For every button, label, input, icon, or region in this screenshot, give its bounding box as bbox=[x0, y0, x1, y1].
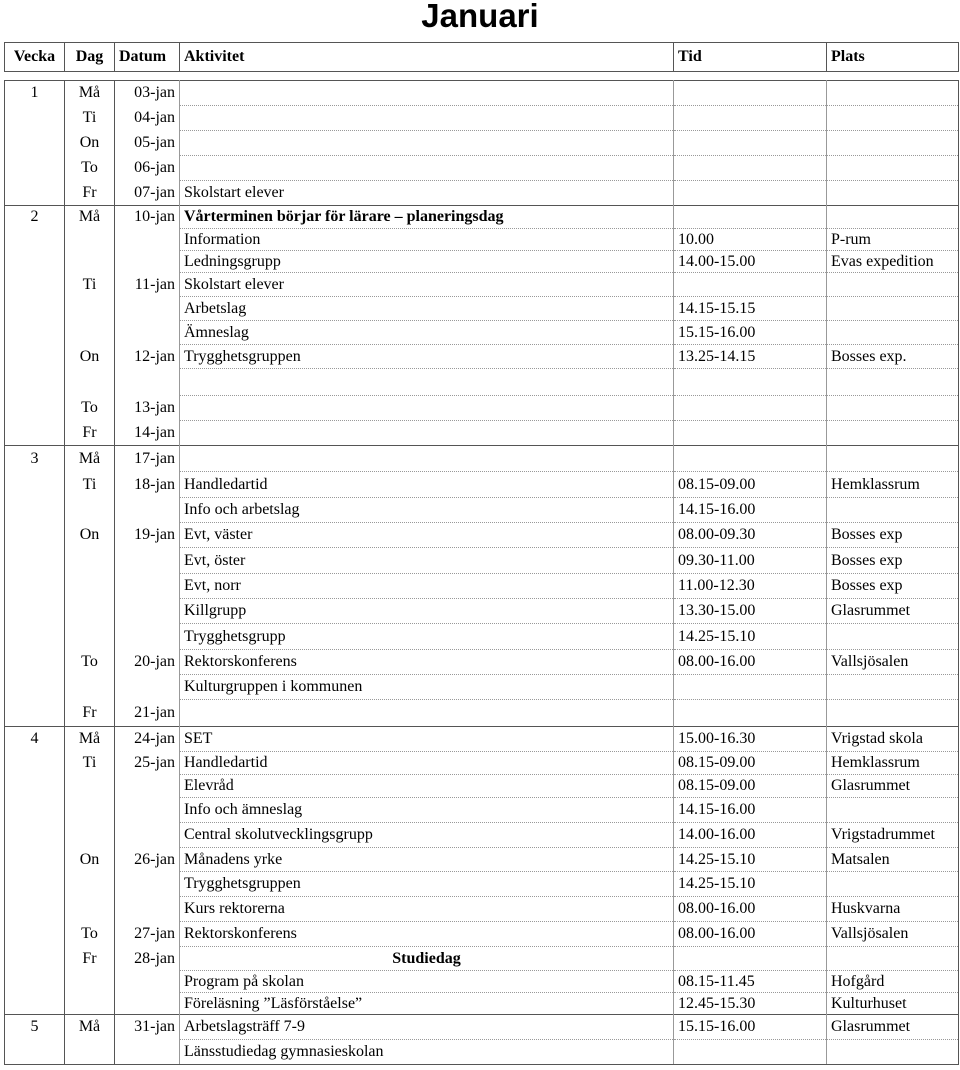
dag-cell bbox=[65, 599, 115, 624]
tid-cell: 15.15-16.00 bbox=[674, 1015, 827, 1040]
dag-cell: Må bbox=[65, 81, 115, 106]
vecka-cell: 5 bbox=[5, 1015, 65, 1040]
datum-cell: 21-jan bbox=[115, 700, 180, 727]
dag-cell: Fr bbox=[65, 421, 115, 446]
datum-cell bbox=[115, 369, 180, 396]
plats-cell bbox=[827, 297, 959, 321]
plats-cell bbox=[827, 369, 959, 396]
tid-cell: 13.25-14.15 bbox=[674, 345, 827, 369]
tid-cell bbox=[674, 947, 827, 971]
vecka-cell bbox=[5, 251, 65, 273]
plats-cell bbox=[827, 106, 959, 131]
aktivitet-cell: Evt, öster bbox=[180, 548, 674, 574]
vecka-cell bbox=[5, 106, 65, 131]
tid-cell bbox=[674, 206, 827, 229]
plats-cell: Vallsjösalen bbox=[827, 922, 959, 947]
plats-cell bbox=[827, 798, 959, 823]
tid-cell bbox=[674, 446, 827, 472]
table-row bbox=[5, 947, 959, 971]
plats-cell: Kulturhuset bbox=[827, 993, 959, 1015]
vecka-cell bbox=[5, 421, 65, 446]
table-row bbox=[5, 131, 959, 156]
dag-cell: To bbox=[65, 922, 115, 947]
vecka-cell bbox=[5, 922, 65, 947]
table-row bbox=[5, 321, 959, 345]
datum-cell: 24-jan bbox=[115, 727, 180, 752]
dag-cell: Fr bbox=[65, 700, 115, 727]
table-row bbox=[5, 1015, 959, 1040]
table-row bbox=[5, 396, 959, 421]
plats-cell bbox=[827, 321, 959, 345]
table-row bbox=[5, 156, 959, 181]
tid-cell: 08.15-11.45 bbox=[674, 971, 827, 993]
table-row bbox=[5, 775, 959, 798]
aktivitet-cell: Rektorskonferens bbox=[180, 922, 674, 947]
aktivitet-cell: Vårterminen börjar för lärare – planeringsdag bbox=[180, 206, 674, 229]
table-row bbox=[5, 650, 959, 675]
aktivitet-cell bbox=[180, 446, 674, 472]
datum-cell: 31-jan bbox=[115, 1015, 180, 1040]
header-vecka: Vecka bbox=[5, 43, 65, 72]
datum-cell: 04-jan bbox=[115, 106, 180, 131]
aktivitet-cell: Information bbox=[180, 229, 674, 251]
vecka-cell bbox=[5, 131, 65, 156]
table-row bbox=[5, 446, 959, 472]
datum-cell: 19-jan bbox=[115, 523, 180, 548]
table-row bbox=[5, 700, 959, 727]
table-row bbox=[5, 181, 959, 206]
tid-cell: 08.15-09.00 bbox=[674, 472, 827, 498]
aktivitet-cell: Evt, norr bbox=[180, 574, 674, 599]
tid-cell: 08.00-16.00 bbox=[674, 650, 827, 675]
datum-cell: 06-jan bbox=[115, 156, 180, 181]
tid-cell bbox=[674, 700, 827, 727]
dag-cell bbox=[65, 229, 115, 251]
aktivitet-cell bbox=[180, 421, 674, 446]
dag-cell bbox=[65, 971, 115, 993]
vecka-cell bbox=[5, 1040, 65, 1065]
vecka-cell bbox=[5, 297, 65, 321]
vecka-cell bbox=[5, 775, 65, 798]
table-row bbox=[5, 548, 959, 574]
plats-cell bbox=[827, 700, 959, 727]
aktivitet-cell: Handledartid bbox=[180, 472, 674, 498]
vecka-cell bbox=[5, 993, 65, 1015]
dag-cell: Må bbox=[65, 727, 115, 752]
plats-cell bbox=[827, 273, 959, 297]
plats-cell bbox=[827, 872, 959, 897]
tid-cell: 15.00-16.30 bbox=[674, 727, 827, 752]
aktivitet-cell bbox=[180, 131, 674, 156]
aktivitet-cell: Rektorskonferens bbox=[180, 650, 674, 675]
vecka-cell bbox=[5, 548, 65, 574]
aktivitet-cell bbox=[180, 369, 674, 396]
vecka-cell bbox=[5, 321, 65, 345]
dag-cell: On bbox=[65, 523, 115, 548]
aktivitet-cell bbox=[180, 156, 674, 181]
plats-cell bbox=[827, 81, 959, 106]
vecka-cell bbox=[5, 273, 65, 297]
table-row bbox=[5, 229, 959, 251]
tid-cell: 14.25-15.10 bbox=[674, 624, 827, 650]
tid-cell bbox=[674, 1040, 827, 1065]
tid-cell: 10.00 bbox=[674, 229, 827, 251]
vecka-cell: 2 bbox=[5, 206, 65, 229]
datum-cell: 07-jan bbox=[115, 181, 180, 206]
table-row bbox=[5, 727, 959, 752]
aktivitet-cell: Månadens yrke bbox=[180, 848, 674, 872]
tid-cell: 12.45-15.30 bbox=[674, 993, 827, 1015]
table-header-row bbox=[5, 43, 959, 72]
vecka-cell bbox=[5, 650, 65, 675]
vecka-cell bbox=[5, 971, 65, 993]
tid-cell: 13.30-15.00 bbox=[674, 599, 827, 624]
datum-cell: 14-jan bbox=[115, 421, 180, 446]
table-row bbox=[5, 574, 959, 599]
tid-cell: 14.00-16.00 bbox=[674, 823, 827, 848]
tid-cell: 14.25-15.10 bbox=[674, 872, 827, 897]
tid-cell: 11.00-12.30 bbox=[674, 574, 827, 599]
table-row bbox=[5, 106, 959, 131]
table-row bbox=[5, 922, 959, 947]
table-row bbox=[5, 872, 959, 897]
table-row bbox=[5, 81, 959, 106]
datum-cell: 10-jan bbox=[115, 206, 180, 229]
aktivitet-cell: Kulturgruppen i kommunen bbox=[180, 675, 674, 700]
vecka-cell bbox=[5, 752, 65, 775]
aktivitet-cell: Central skolutvecklingsgrupp bbox=[180, 823, 674, 848]
datum-cell bbox=[115, 548, 180, 574]
tid-cell: 09.30-11.00 bbox=[674, 548, 827, 574]
dag-cell: Fr bbox=[65, 181, 115, 206]
plats-cell: Vrigstadrummet bbox=[827, 823, 959, 848]
schedule-body bbox=[5, 81, 959, 1065]
header-tid: Tid bbox=[674, 43, 827, 72]
table-row bbox=[5, 971, 959, 993]
vecka-cell bbox=[5, 472, 65, 498]
datum-cell bbox=[115, 297, 180, 321]
plats-cell: P-rum bbox=[827, 229, 959, 251]
plats-cell bbox=[827, 624, 959, 650]
datum-cell bbox=[115, 251, 180, 273]
aktivitet-cell: Studiedag bbox=[180, 947, 674, 971]
dag-cell bbox=[65, 548, 115, 574]
dag-cell: Må bbox=[65, 446, 115, 472]
table-row bbox=[5, 798, 959, 823]
plats-cell: Hemklassrum bbox=[827, 752, 959, 775]
table-row bbox=[5, 421, 959, 446]
vecka-cell bbox=[5, 675, 65, 700]
table-row bbox=[5, 752, 959, 775]
dag-cell bbox=[65, 574, 115, 599]
page-title: Januari bbox=[421, 0, 539, 34]
aktivitet-cell: Killgrupp bbox=[180, 599, 674, 624]
header-datum: Datum bbox=[115, 43, 180, 72]
table-row bbox=[5, 897, 959, 922]
dag-cell bbox=[65, 498, 115, 523]
datum-cell bbox=[115, 798, 180, 823]
datum-cell: 27-jan bbox=[115, 922, 180, 947]
datum-cell: 28-jan bbox=[115, 947, 180, 971]
tid-cell bbox=[674, 273, 827, 297]
aktivitet-cell: Ledningsgrupp bbox=[180, 251, 674, 273]
tid-cell: 14.15-16.00 bbox=[674, 798, 827, 823]
vecka-cell bbox=[5, 624, 65, 650]
tid-cell: 08.15-09.00 bbox=[674, 775, 827, 798]
tid-cell bbox=[674, 421, 827, 446]
tid-cell: 14.15-16.00 bbox=[674, 498, 827, 523]
aktivitet-cell: Ämneslag bbox=[180, 321, 674, 345]
table-row bbox=[5, 498, 959, 523]
dag-cell: On bbox=[65, 345, 115, 369]
tid-cell bbox=[674, 396, 827, 421]
tid-cell: 14.00-15.00 bbox=[674, 251, 827, 273]
datum-cell bbox=[115, 872, 180, 897]
datum-cell: 12-jan bbox=[115, 345, 180, 369]
plats-cell: Hemklassrum bbox=[827, 472, 959, 498]
table-row bbox=[5, 297, 959, 321]
aktivitet-cell: Handledartid bbox=[180, 752, 674, 775]
dag-cell bbox=[65, 675, 115, 700]
datum-cell bbox=[115, 897, 180, 922]
datum-cell bbox=[115, 675, 180, 700]
tid-cell: 08.00-09.30 bbox=[674, 523, 827, 548]
datum-cell bbox=[115, 1040, 180, 1065]
aktivitet-cell: Kurs rektorerna bbox=[180, 897, 674, 922]
datum-cell: 03-jan bbox=[115, 81, 180, 106]
aktivitet-cell: Arbetslagsträff 7-9 bbox=[180, 1015, 674, 1040]
aktivitet-cell: Elevråd bbox=[180, 775, 674, 798]
plats-cell bbox=[827, 131, 959, 156]
dag-cell: Må bbox=[65, 1015, 115, 1040]
vecka-cell bbox=[5, 181, 65, 206]
dag-cell bbox=[65, 993, 115, 1015]
aktivitet-cell bbox=[180, 700, 674, 727]
plats-cell: Bosses exp. bbox=[827, 345, 959, 369]
aktivitet-cell: Info och ämneslag bbox=[180, 798, 674, 823]
aktivitet-cell: Trygghetsgrupp bbox=[180, 624, 674, 650]
tid-cell: 08.15-09.00 bbox=[674, 752, 827, 775]
table-row bbox=[5, 251, 959, 273]
aktivitet-cell: Evt, väster bbox=[180, 523, 674, 548]
aktivitet-cell: Trygghetsgruppen bbox=[180, 872, 674, 897]
plats-cell bbox=[827, 947, 959, 971]
tid-cell: 14.25-15.10 bbox=[674, 848, 827, 872]
table-row bbox=[5, 599, 959, 624]
plats-cell: Vrigstad skola bbox=[827, 727, 959, 752]
dag-cell: Fr bbox=[65, 947, 115, 971]
table-row bbox=[5, 624, 959, 650]
vecka-cell bbox=[5, 700, 65, 727]
table-row bbox=[5, 345, 959, 369]
dag-cell: On bbox=[65, 848, 115, 872]
aktivitet-cell: Arbetslag bbox=[180, 297, 674, 321]
plats-cell bbox=[827, 675, 959, 700]
datum-cell: 18-jan bbox=[115, 472, 180, 498]
tid-cell: 08.00-16.00 bbox=[674, 922, 827, 947]
plats-cell: Vallsjösalen bbox=[827, 650, 959, 675]
plats-cell bbox=[827, 498, 959, 523]
dag-cell bbox=[65, 798, 115, 823]
aktivitet-cell: SET bbox=[180, 727, 674, 752]
header-gap bbox=[5, 72, 959, 81]
datum-cell bbox=[115, 823, 180, 848]
tid-cell: 14.15-15.15 bbox=[674, 297, 827, 321]
aktivitet-cell: Skolstart elever bbox=[180, 273, 674, 297]
vecka-cell bbox=[5, 369, 65, 396]
datum-cell: 25-jan bbox=[115, 752, 180, 775]
vecka-cell: 3 bbox=[5, 446, 65, 472]
aktivitet-cell bbox=[180, 396, 674, 421]
plats-cell: Matsalen bbox=[827, 848, 959, 872]
plats-cell: Bosses exp bbox=[827, 574, 959, 599]
vecka-cell bbox=[5, 498, 65, 523]
plats-cell: Bosses exp bbox=[827, 523, 959, 548]
table-row bbox=[5, 675, 959, 700]
dag-cell: Ti bbox=[65, 273, 115, 297]
aktivitet-cell: Föreläsning ”Läsförståelse” bbox=[180, 993, 674, 1015]
datum-cell: 17-jan bbox=[115, 446, 180, 472]
schedule-table bbox=[4, 42, 959, 1065]
dag-cell: To bbox=[65, 396, 115, 421]
dag-cell: To bbox=[65, 650, 115, 675]
vecka-cell bbox=[5, 396, 65, 421]
plats-cell bbox=[827, 396, 959, 421]
dag-cell bbox=[65, 897, 115, 922]
datum-cell: 11-jan bbox=[115, 273, 180, 297]
table-row bbox=[5, 472, 959, 498]
dag-cell bbox=[65, 624, 115, 650]
dag-cell bbox=[65, 872, 115, 897]
plats-cell bbox=[827, 156, 959, 181]
plats-cell: Glasrummet bbox=[827, 1015, 959, 1040]
plats-cell: Huskvarna bbox=[827, 897, 959, 922]
dag-cell: Ti bbox=[65, 106, 115, 131]
table-row bbox=[5, 369, 959, 396]
tid-cell bbox=[674, 156, 827, 181]
plats-cell: Glasrummet bbox=[827, 775, 959, 798]
dag-cell: Ti bbox=[65, 752, 115, 775]
datum-cell bbox=[115, 498, 180, 523]
tid-cell bbox=[674, 181, 827, 206]
dag-cell bbox=[65, 1040, 115, 1065]
dag-cell: Må bbox=[65, 206, 115, 229]
header-dag: Dag bbox=[65, 43, 115, 72]
plats-cell bbox=[827, 1040, 959, 1065]
dag-cell: To bbox=[65, 156, 115, 181]
plats-cell: Hofgård bbox=[827, 971, 959, 993]
datum-cell: 20-jan bbox=[115, 650, 180, 675]
aktivitet-cell: Länsstudiedag gymnasieskolan bbox=[180, 1040, 674, 1065]
dag-cell bbox=[65, 251, 115, 273]
vecka-cell bbox=[5, 345, 65, 369]
dag-cell bbox=[65, 297, 115, 321]
table-row bbox=[5, 993, 959, 1015]
table-row bbox=[5, 523, 959, 548]
datum-cell bbox=[115, 993, 180, 1015]
tid-cell bbox=[674, 106, 827, 131]
tid-cell bbox=[674, 675, 827, 700]
dag-cell bbox=[65, 823, 115, 848]
datum-cell: 13-jan bbox=[115, 396, 180, 421]
vecka-cell bbox=[5, 229, 65, 251]
aktivitet-cell bbox=[180, 81, 674, 106]
header-aktivitet: Aktivitet bbox=[180, 43, 674, 72]
vecka-cell bbox=[5, 523, 65, 548]
plats-cell: Glasrummet bbox=[827, 599, 959, 624]
vecka-cell bbox=[5, 897, 65, 922]
datum-cell bbox=[115, 971, 180, 993]
table-row bbox=[5, 1040, 959, 1065]
tid-cell bbox=[674, 81, 827, 106]
vecka-cell: 4 bbox=[5, 727, 65, 752]
table-row bbox=[5, 206, 959, 229]
dag-cell: On bbox=[65, 131, 115, 156]
vecka-cell: 1 bbox=[5, 81, 65, 106]
datum-cell bbox=[115, 574, 180, 599]
header-plats: Plats bbox=[827, 43, 959, 72]
vecka-cell bbox=[5, 848, 65, 872]
datum-cell bbox=[115, 229, 180, 251]
aktivitet-cell bbox=[180, 106, 674, 131]
table-row bbox=[5, 848, 959, 872]
table-row bbox=[5, 823, 959, 848]
datum-cell bbox=[115, 321, 180, 345]
datum-cell: 26-jan bbox=[115, 848, 180, 872]
tid-cell bbox=[674, 131, 827, 156]
datum-cell bbox=[115, 624, 180, 650]
vecka-cell bbox=[5, 872, 65, 897]
plats-cell: Evas expedition bbox=[827, 251, 959, 273]
vecka-cell bbox=[5, 574, 65, 599]
tid-cell: 15.15-16.00 bbox=[674, 321, 827, 345]
dag-cell bbox=[65, 369, 115, 396]
plats-cell bbox=[827, 206, 959, 229]
aktivitet-cell: Trygghetsgruppen bbox=[180, 345, 674, 369]
vecka-cell bbox=[5, 798, 65, 823]
plats-cell bbox=[827, 181, 959, 206]
plats-cell: Bosses exp bbox=[827, 548, 959, 574]
plats-cell bbox=[827, 446, 959, 472]
vecka-cell bbox=[5, 156, 65, 181]
plats-cell bbox=[827, 421, 959, 446]
table-row bbox=[5, 273, 959, 297]
vecka-cell bbox=[5, 823, 65, 848]
datum-cell bbox=[115, 775, 180, 798]
vecka-cell bbox=[5, 947, 65, 971]
dag-cell: Ti bbox=[65, 472, 115, 498]
aktivitet-cell: Skolstart elever bbox=[180, 181, 674, 206]
dag-cell bbox=[65, 321, 115, 345]
datum-cell bbox=[115, 599, 180, 624]
aktivitet-cell: Program på skolan bbox=[180, 971, 674, 993]
vecka-cell bbox=[5, 599, 65, 624]
dag-cell bbox=[65, 775, 115, 798]
tid-cell: 08.00-16.00 bbox=[674, 897, 827, 922]
datum-cell: 05-jan bbox=[115, 131, 180, 156]
tid-cell bbox=[674, 369, 827, 396]
aktivitet-cell: Info och arbetslag bbox=[180, 498, 674, 523]
